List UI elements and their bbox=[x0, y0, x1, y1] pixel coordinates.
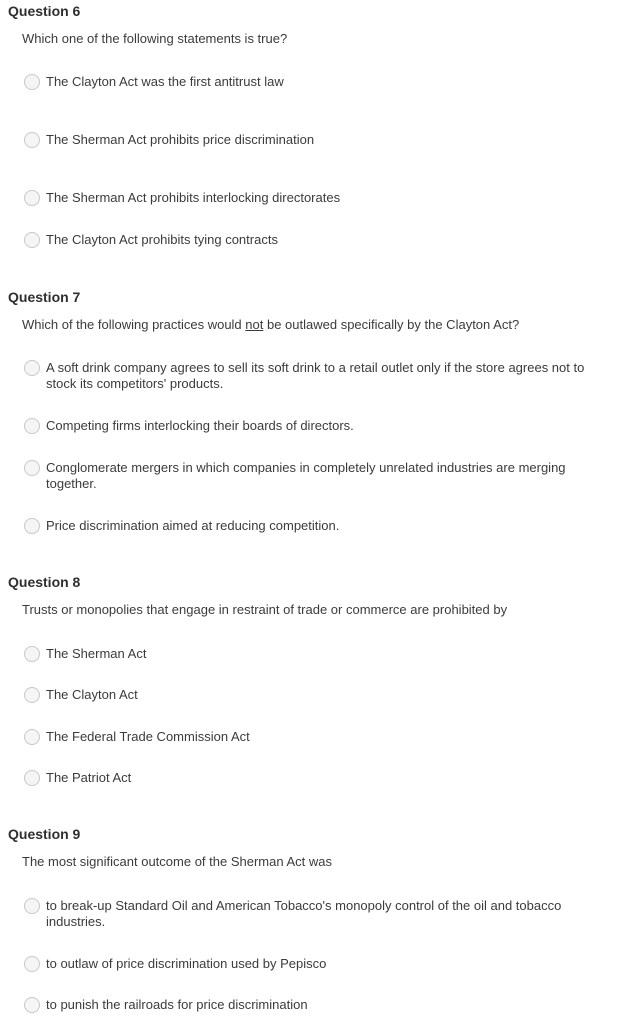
q9-option-1[interactable] bbox=[24, 898, 604, 930]
option-label: Conglomerate mergers in which companies in completely unrelated industries are merging together. bbox=[46, 460, 566, 491]
prompt-text: be outlawed specifically by the Clayton Act? bbox=[263, 317, 520, 332]
radio-button[interactable] bbox=[24, 360, 40, 376]
option-label: Competing firms interlocking their boards of directors. bbox=[46, 418, 354, 433]
q6-option-2[interactable] bbox=[24, 132, 604, 148]
option-label: The Sherman Act prohibits price discrimination bbox=[46, 132, 315, 147]
question-9-title: Question 9 bbox=[8, 826, 81, 842]
option-label: A soft drink company agrees to sell its soft drink to a retail outlet only if the store agrees not to stock its competitors' products. bbox=[46, 360, 585, 391]
option-label: The Clayton Act prohibits tying contracts bbox=[46, 232, 278, 247]
option-label: The Clayton Act was the first antitrust law bbox=[46, 74, 284, 89]
q9-option-2[interactable] bbox=[24, 956, 604, 972]
radio-button[interactable] bbox=[24, 74, 40, 90]
radio-button[interactable] bbox=[24, 956, 40, 972]
radio-button[interactable] bbox=[24, 646, 40, 662]
option-label: The Sherman Act bbox=[46, 646, 147, 661]
prompt-emphasis: not bbox=[245, 317, 264, 332]
radio-button[interactable] bbox=[24, 898, 40, 914]
question-8-prompt: Trusts or monopolies that engage in restraint of trade or commerce are prohibited by bbox=[22, 602, 508, 617]
question-9-prompt: The most significant outcome of the Sherman Act was bbox=[22, 854, 332, 869]
radio-button[interactable] bbox=[24, 418, 40, 434]
question-7-title: Question 7 bbox=[8, 289, 81, 305]
option-label: The Federal Trade Commission Act bbox=[46, 729, 250, 744]
radio-button[interactable] bbox=[24, 518, 40, 534]
q7-option-2[interactable] bbox=[24, 418, 604, 434]
q7-option-4[interactable] bbox=[24, 518, 604, 534]
radio-button[interactable] bbox=[24, 190, 40, 206]
option-label: to outlaw of price discrimination used by Pepisco bbox=[46, 956, 327, 971]
option-label: The Patriot Act bbox=[46, 770, 132, 785]
radio-button[interactable] bbox=[24, 132, 40, 148]
q6-option-1[interactable] bbox=[24, 74, 604, 90]
q9-option-3[interactable] bbox=[24, 997, 604, 1013]
radio-button[interactable] bbox=[24, 687, 40, 703]
option-label: to break-up Standard Oil and American Tobacco's monopoly control of the oil and tobacco industries. bbox=[46, 898, 562, 929]
question-6-title: Question 6 bbox=[8, 3, 81, 19]
question-8-title: Question 8 bbox=[8, 574, 81, 590]
question-7-prompt bbox=[22, 317, 519, 332]
q8-option-4[interactable] bbox=[24, 770, 604, 786]
q8-option-2[interactable] bbox=[24, 687, 604, 703]
option-label: to punish the railroads for price discrimination bbox=[46, 997, 308, 1012]
option-label: The Clayton Act bbox=[46, 687, 138, 702]
question-6-prompt: Which one of the following statements is true? bbox=[22, 31, 288, 46]
radio-button[interactable] bbox=[24, 770, 40, 786]
radio-button[interactable] bbox=[24, 997, 40, 1013]
q8-option-1[interactable] bbox=[24, 646, 604, 662]
q8-option-3[interactable] bbox=[24, 729, 604, 745]
prompt-text: Which of the following practices would bbox=[22, 317, 246, 332]
q6-option-3[interactable] bbox=[24, 190, 604, 206]
option-label: Price discrimination aimed at reducing competition. bbox=[46, 518, 340, 533]
q7-option-3[interactable] bbox=[24, 460, 604, 492]
radio-button[interactable] bbox=[24, 460, 40, 476]
radio-button[interactable] bbox=[24, 729, 40, 745]
q7-option-1[interactable] bbox=[24, 360, 604, 392]
radio-button[interactable] bbox=[24, 232, 40, 248]
option-label: The Sherman Act prohibits interlocking directorates bbox=[46, 190, 341, 205]
q6-option-4[interactable] bbox=[24, 232, 604, 248]
